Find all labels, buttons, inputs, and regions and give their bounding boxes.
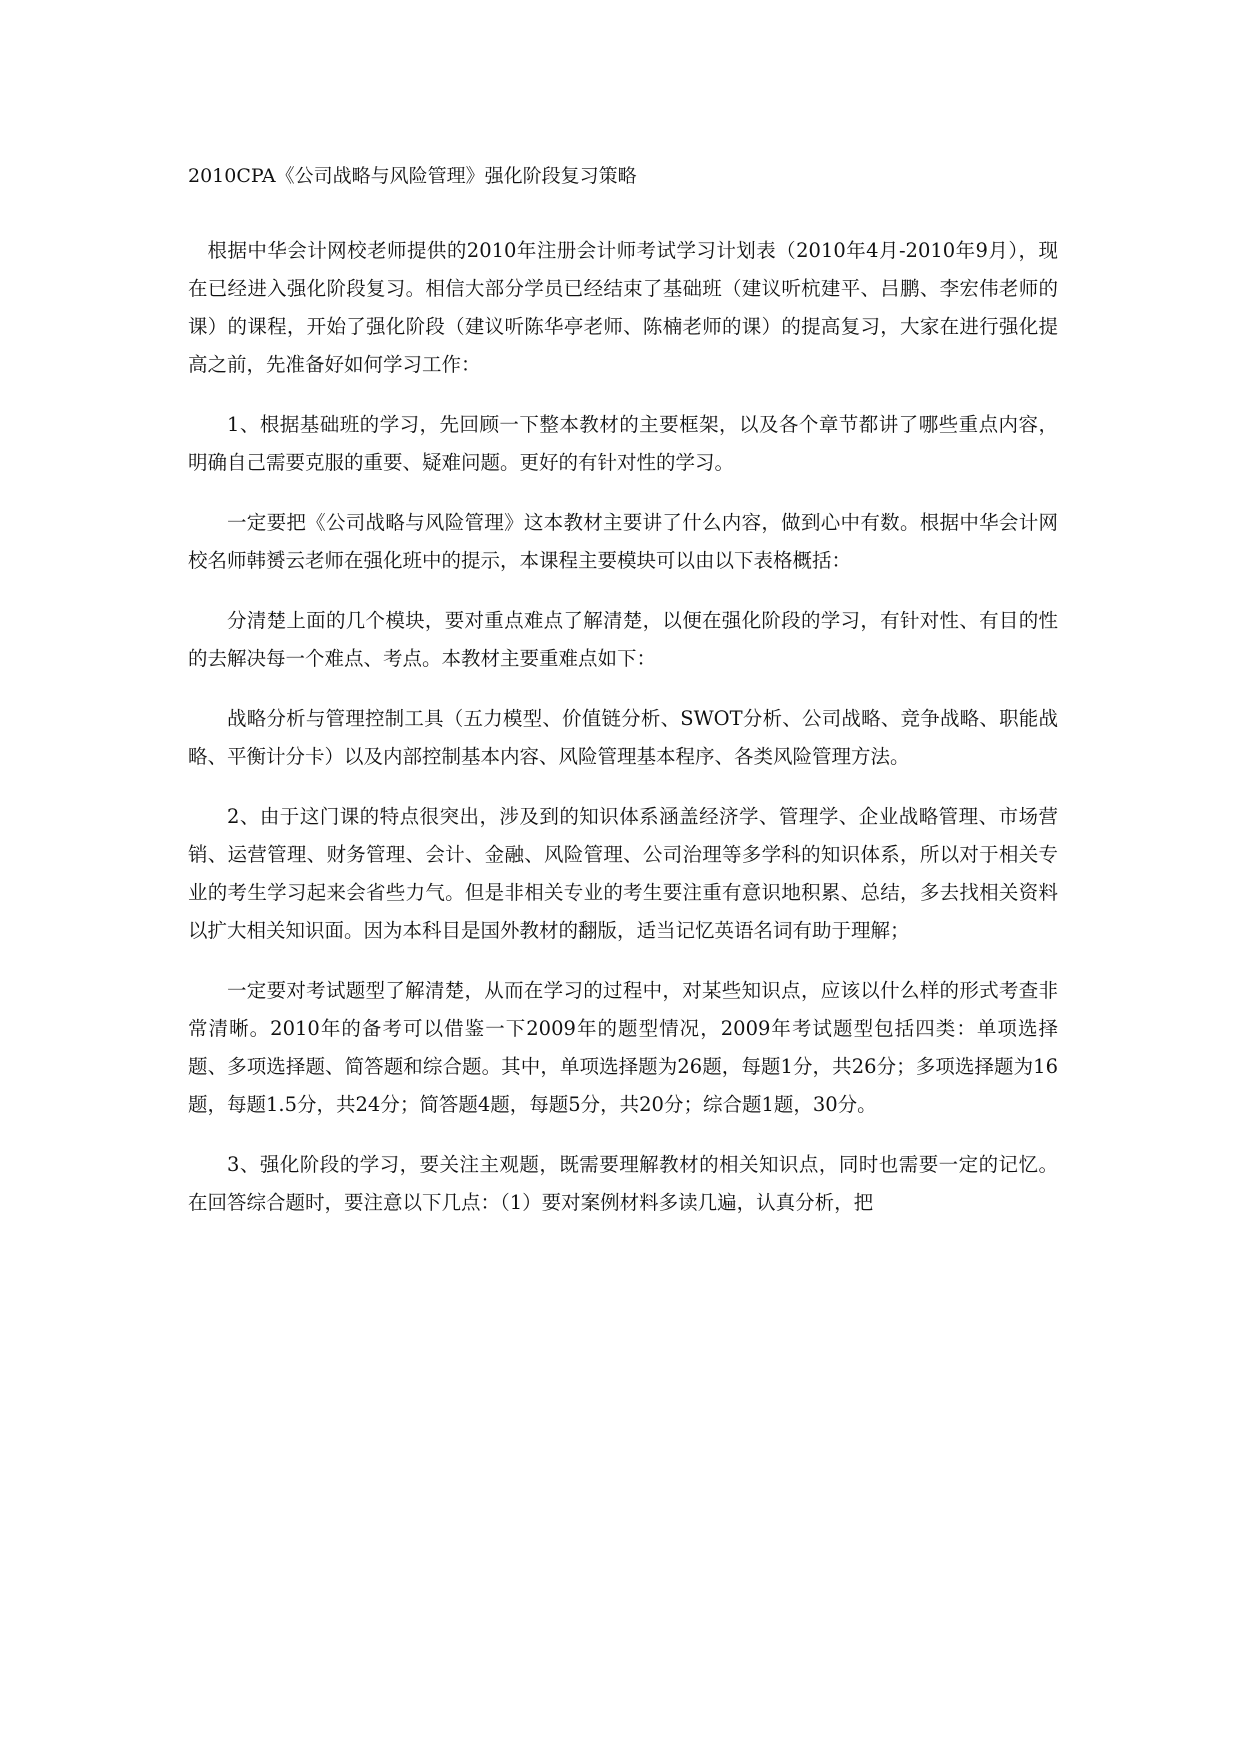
paragraph: 2、由于这门课的特点很突出，涉及到的知识体系涵盖经济学、管理学、企业战略管理、市场营销、运营管理、财务管理、会计、金融、风险管理、公司治理等多学科的知识体系，所以对于相关专业的考生学习起来会省些力气。但是非相关专业的考生要注重有意识地积累、总结，多去找相关资料以扩大相关知识面。因为本科目是国外教材的翻版，适当记忆英语名词有助于理解；	[188, 805, 1058, 942]
paragraph: 战略分析与管理控制工具（五力模型、价值链分析、SWOT分析、公司战略、竞争战略、职能战略、平衡计分卡）以及内部控制基本内容、风险管理基本程序、各类风险管理方法。	[188, 707, 1058, 768]
paragraph: 一定要把《公司战略与风险管理》这本教材主要讲了什么内容，做到心中有数。根据中华会计网校名师韩赟云老师在强化班中的提示，本课程主要模块可以由以下表格概括：	[188, 511, 1058, 572]
paragraph: 3、强化阶段的学习，要关注主观题，既需要理解教材的相关知识点，同时也需要一定的记忆。在回答综合题时，要注意以下几点：（1）要对案例材料多读几遍，认真分析，把	[188, 1153, 1058, 1214]
paragraph: 分清楚上面的几个模块，要对重点难点了解清楚，以便在强化阶段的学习，有针对性、有目的性的去解决每一个难点、考点。本教材主要重难点如下：	[188, 609, 1058, 670]
paragraph: 一定要对考试题型了解清楚，从而在学习的过程中，对某些知识点，应该以什么样的形式考查非常清晰。2010年的备考可以借鉴一下2009年的题型情况，2009年考试题型包括四类：单项选择题、多项选择题、简答题和综合题。其中，单项选择题为26题，每题1分，共26分；多项选择题为16题，每题1.5分，共24分；简答题4题，每题5分，共20分；综合题1题，30分。	[188, 979, 1058, 1116]
document-title: 2010CPA《公司战略与风险管理》强化阶段复习策略	[188, 165, 637, 187]
document-body	[188, 232, 1058, 1244]
paragraph: 1、根据基础班的学习，先回顾一下整本教材的主要框架，以及各个章节都讲了哪些重点内容，明确自己需要克服的重要、疑难问题。更好的有针对性的学习。	[188, 413, 1058, 474]
paragraph: 根据中华会计网校老师提供的2010年注册会计师考试学习计划表（2010年4月-2010年9月），现在已经进入强化阶段复习。相信大部分学员已经结束了基础班（建议听杭建平、吕鹏、李宏伟老师的课）的课程，开始了强化阶段（建议听陈华亭老师、陈楠老师的课）的提高复习，大家在进行强化提高之前，先准备好如何学习工作：	[188, 239, 1058, 376]
